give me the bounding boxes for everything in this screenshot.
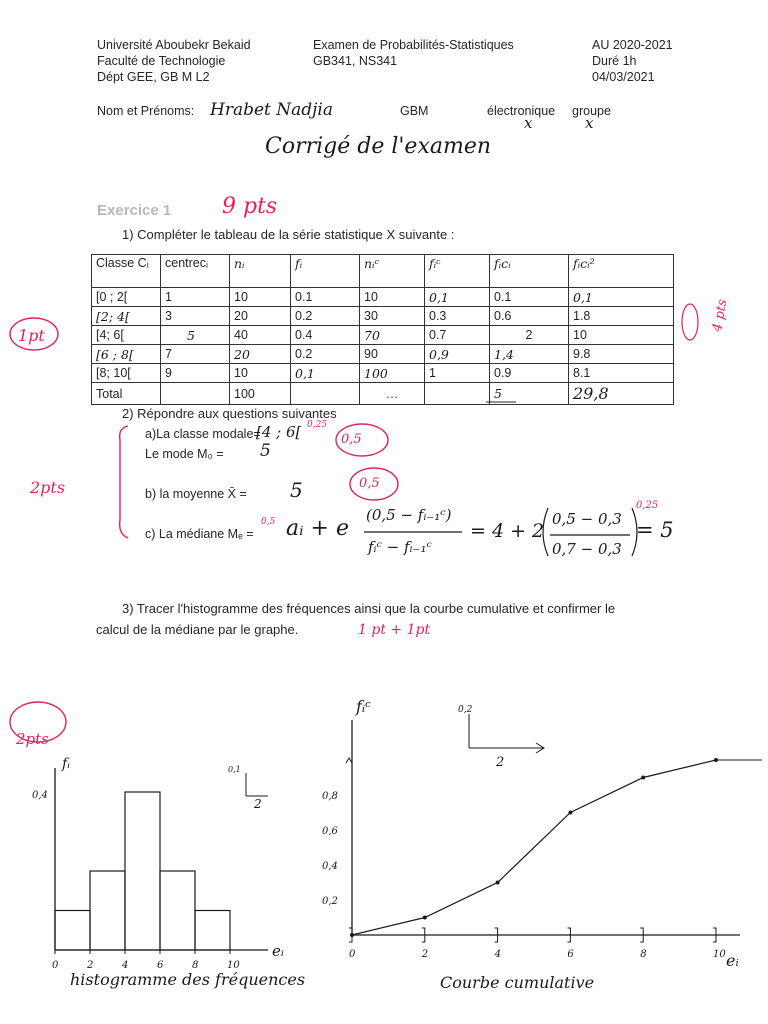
- table-cell: 1: [425, 364, 490, 383]
- cumulative-x-label: eᵢ: [726, 951, 739, 970]
- cumulative-caption-text: Courbe cumulative: [440, 973, 595, 992]
- grade-modal-class: 0,25: [307, 420, 328, 430]
- histogram-y-label: fᵢ: [62, 756, 70, 772]
- cumulative-scale-x: 2: [496, 755, 505, 770]
- table-cell: [6 ; 8[: [92, 345, 161, 364]
- grade-median-label: 0,5: [261, 517, 276, 527]
- histogram-x-tick-label: 2: [87, 960, 94, 971]
- question-1: 1) Compléter le tableau de la série statistique X suivante :: [122, 227, 455, 242]
- table-cell: 10: [360, 288, 425, 307]
- histogram-bar: [160, 871, 195, 950]
- cumulative-x-tick-label: 0: [349, 949, 356, 960]
- cumulative-x-tick-label: 8: [640, 949, 647, 960]
- cumulative-x-tick-label: 4: [494, 949, 501, 960]
- cumulative-point: [641, 776, 645, 780]
- table-cell: 0,1: [569, 288, 674, 307]
- histogram-x-tick-label: 0: [52, 960, 59, 971]
- histogram-bar: [195, 911, 230, 951]
- median-numerator-values: 0,5 − 0,3: [552, 510, 622, 528]
- table-cell: 2: [490, 326, 569, 345]
- table-cell: 20: [230, 345, 291, 364]
- table-cell: 1.8: [569, 307, 674, 326]
- cumulative-point: [350, 933, 354, 937]
- table-cell: Total: [92, 383, 161, 405]
- faculty-name: Faculté de Technologie: [97, 54, 226, 68]
- table-cell: 9.8: [569, 345, 674, 364]
- cumulative-x-tick-label: 2: [421, 949, 429, 960]
- table-cell: 29,8: [569, 383, 674, 405]
- cumulative-scale-y: 0,2: [458, 705, 473, 715]
- table-cell: 10: [230, 364, 291, 383]
- table-cell: 5: [161, 326, 230, 345]
- histogram-x-tick-label: 6: [157, 960, 164, 971]
- cumulative-y-tick-mark: [346, 758, 352, 763]
- name-label: Nom et Prénoms:: [97, 104, 195, 118]
- median-numerator: (0,5 − fᵢ₋₁ᶜ): [366, 506, 452, 524]
- median-substitution: = 4 + 2: [470, 520, 545, 542]
- exam-date: 04/03/2021: [592, 70, 655, 84]
- grade-median-result: 0,25: [636, 500, 659, 511]
- table-cell: 0,1: [291, 364, 360, 383]
- cumulative-chart: [322, 697, 762, 992]
- histogram-bar: [90, 871, 125, 950]
- histogram-chart: [32, 756, 305, 989]
- table-cell: 20: [230, 307, 291, 326]
- cumulative-point: [423, 916, 427, 920]
- exam-duration: Duré 1h: [592, 54, 637, 68]
- grade-table-rows: 1pt: [18, 326, 45, 345]
- parenthesis: [543, 508, 548, 556]
- table-cell: 70: [360, 326, 425, 345]
- cumulative-point: [496, 881, 500, 885]
- histogram-caption-text: histogramme des fréquences: [70, 970, 306, 989]
- mode-label: Le mode M₀ =: [145, 447, 224, 461]
- table-cell: 7: [161, 345, 230, 364]
- grade-circle: [350, 468, 398, 500]
- table-cell: 0.2: [291, 307, 360, 326]
- table-cell: 0,9: [425, 345, 490, 364]
- grade-circle: [682, 304, 698, 340]
- median-denominator-values: 0,7 − 0,3: [552, 540, 622, 558]
- table-cell: 1,4: [490, 345, 569, 364]
- table-cell: 10: [230, 288, 291, 307]
- table-header: centrecᵢ: [161, 255, 230, 288]
- department-name: Dépt GEE, GB M L2: [97, 70, 210, 84]
- table-header: Classe Cᵢ: [92, 255, 161, 288]
- table-cell: 90: [360, 345, 425, 364]
- table-cell: 3: [161, 307, 230, 326]
- table-cell: 0,1: [425, 288, 490, 307]
- table-cell: 8.1: [569, 364, 674, 383]
- table-cell: 9: [161, 364, 230, 383]
- table-header: fᵢcᵢ²: [569, 255, 674, 288]
- histogram-x-tick-label: 8: [192, 960, 199, 971]
- table-cell: …: [360, 383, 425, 405]
- correction-heading: Corrigé de l'examen: [265, 134, 492, 159]
- table-header: fᵢ: [291, 255, 360, 288]
- cumulative-x-tick-label: 6: [567, 949, 574, 960]
- histogram-y-tick: 0,4: [32, 790, 48, 801]
- table-cell: 0.3: [425, 307, 490, 326]
- median-result: = 5: [636, 518, 674, 542]
- histogram-caption: [70, 970, 305, 989]
- table-cell: 1: [161, 288, 230, 307]
- option-mark: x: [524, 114, 533, 132]
- histogram-scale-x: 2: [254, 797, 262, 811]
- grade-circle: [10, 318, 58, 350]
- grade-table-columns: 4 pts: [710, 298, 731, 333]
- table-cell: 5: [490, 383, 569, 405]
- table-cell: [8; 10[: [92, 364, 161, 383]
- parenthesis: [632, 508, 637, 556]
- university-name: Université Aboubekr Bekaid: [97, 38, 251, 52]
- program-label: GBM: [400, 104, 429, 118]
- median-denominator: fᵢᶜ − fᵢ₋₁ᶜ: [368, 538, 432, 556]
- cumulative-x-tick-label: 10: [713, 949, 726, 960]
- histogram-x-label: eᵢ: [272, 942, 284, 960]
- table-cell: [4; 6[: [92, 326, 161, 345]
- table-cell: 0.7: [425, 326, 490, 345]
- question-3-line-2: calcul de la médiane par le graphe.: [96, 622, 299, 637]
- cumulative-series-line: [352, 760, 716, 935]
- mean-value: 5: [290, 478, 303, 502]
- grade-question-2: 2pts: [30, 478, 66, 497]
- median-formula-start: aᵢ + e: [286, 516, 349, 541]
- table-cell: 0.4: [291, 326, 360, 345]
- table-cell: 0.2: [291, 345, 360, 364]
- median-label: c) La médiane Mₑ =: [145, 527, 254, 541]
- group-label: groupe: [572, 104, 611, 118]
- answer-bracket: [120, 426, 128, 538]
- exam-codes: GB341, NS341: [313, 54, 398, 68]
- table-header: nᵢ: [230, 255, 291, 288]
- cumulative-point: [714, 758, 718, 762]
- table-cell: 0.9: [490, 364, 569, 383]
- table-cell: 40: [230, 326, 291, 345]
- answer-a-value: [4 ; 6[: [256, 423, 302, 441]
- cumulative-point: [568, 811, 572, 815]
- grade-mode: 0,5: [341, 432, 362, 447]
- table-cell: 0.1: [291, 288, 360, 307]
- question-3-line-1: 3) Tracer l'histogramme des fréquences ainsi que la courbe cumulative et confirmer le: [122, 601, 616, 616]
- group-mark: x: [585, 114, 594, 132]
- student-name: Hrabet Nadjia: [210, 100, 334, 120]
- histogram-x-tick-label: 4: [122, 960, 129, 971]
- cumulative-y-tick-label: 0,2: [322, 896, 338, 907]
- option-label: électronique: [487, 104, 556, 118]
- grade-circle: [10, 702, 66, 742]
- answer-a-label: a)La classe modale=: [145, 427, 261, 441]
- table-cell: 10: [569, 326, 674, 345]
- table-header: fᵢᶜ: [425, 255, 490, 288]
- table-cell: 0.1: [490, 288, 569, 307]
- table-cell: [2; 4[: [92, 307, 161, 326]
- cumulative-y-tick-label: 0,6: [322, 826, 338, 837]
- grade-mean: 0,5: [359, 476, 380, 491]
- cumulative-y-tick-label: 0,4: [322, 861, 338, 872]
- table-cell: [0 ; 2[: [92, 288, 161, 307]
- table-cell: 30: [360, 307, 425, 326]
- grade-graphs: 2pts: [16, 730, 49, 748]
- cumulative-caption: [440, 973, 594, 992]
- question-2: 2) Répondre aux questions suivantes: [122, 406, 337, 421]
- histogram-scale-y: 0,1: [228, 765, 241, 774]
- histogram-bar: [125, 792, 160, 950]
- grade-question-3: 1 pt + 1pt: [358, 622, 431, 638]
- grade-circle: [336, 424, 388, 456]
- mode-value: 5: [260, 441, 271, 461]
- table-header: nᵢᶜ: [360, 255, 425, 288]
- histogram-bar: [55, 911, 90, 951]
- cumulative-y-tick-label: 0,8: [322, 791, 338, 802]
- exercise-points: 9 pts: [222, 194, 278, 219]
- histogram-x-tick-label: 10: [227, 960, 240, 971]
- exam-title: Examen de Probabilités-Statistiques: [313, 38, 514, 52]
- mean-label: b) la moyenne X̄ =: [145, 487, 247, 501]
- academic-year: AU 2020-2021: [592, 38, 673, 52]
- table-cell: 100: [230, 383, 291, 405]
- table-header: fᵢcᵢ: [490, 255, 569, 288]
- table-cell: 0.6: [490, 307, 569, 326]
- cumulative-y-label: fᵢᶜ: [356, 697, 371, 716]
- exercise-title: Exercice 1: [97, 202, 172, 219]
- table-cell: 100: [360, 364, 425, 383]
